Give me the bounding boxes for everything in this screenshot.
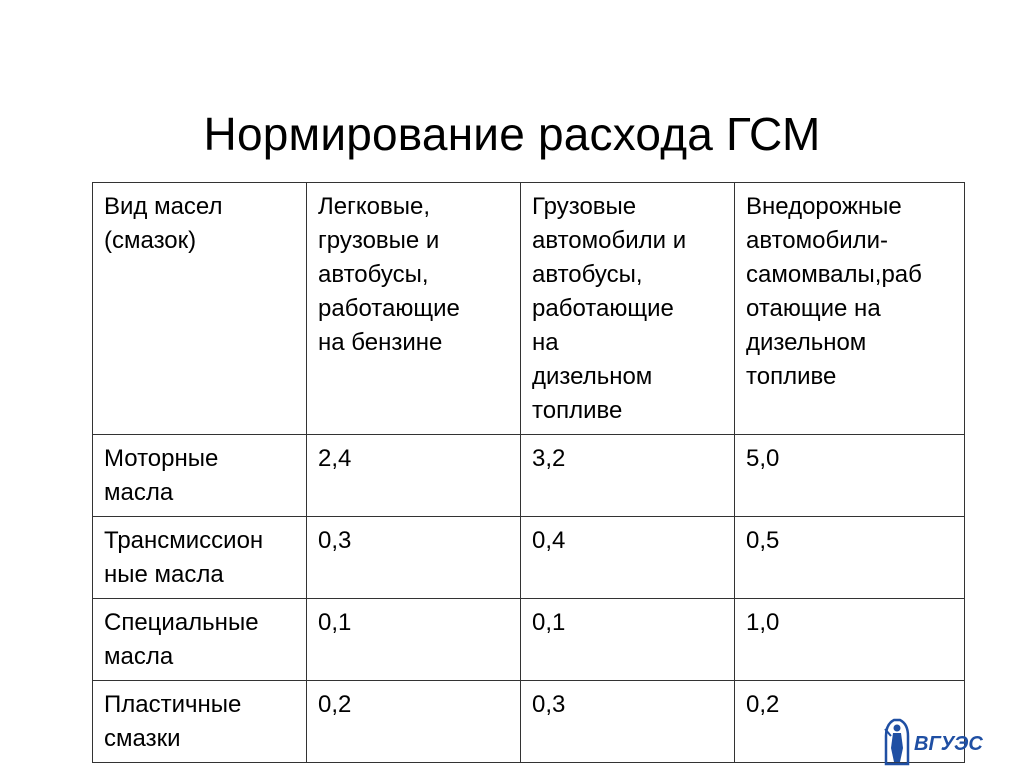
value-cell: 1,0 bbox=[735, 599, 965, 681]
header-cell-offroad bbox=[735, 183, 965, 435]
value-cell: 0,5 bbox=[735, 517, 965, 599]
row-label-cell bbox=[93, 599, 307, 681]
slide-title: Нормирование расхода ГСМ bbox=[203, 108, 821, 160]
header-oil-type-text: Вид масел (смазок) bbox=[104, 193, 223, 254]
value-cell: 5,0 bbox=[735, 435, 965, 517]
university-logo bbox=[878, 714, 1000, 766]
row-label: Моторные масла bbox=[104, 445, 219, 506]
row-label: Трансмиссион ные масла bbox=[104, 527, 264, 588]
header-cell-petrol bbox=[307, 183, 521, 435]
header-cell-oil-type bbox=[93, 183, 307, 435]
value-cell: 0,3 bbox=[521, 681, 735, 763]
value-cell: 2,4 bbox=[307, 435, 521, 517]
value-cell: 0,1 bbox=[521, 599, 735, 681]
table-row bbox=[93, 435, 965, 517]
table-header-row bbox=[93, 183, 965, 435]
table-row bbox=[93, 517, 965, 599]
row-label: Специальные масла bbox=[104, 609, 259, 670]
value-cell: 0,2 bbox=[735, 681, 965, 763]
value-cell: 0,2 bbox=[307, 681, 521, 763]
header-diesel-trucks-text: Грузовые автомобили и автобусы, работающие на дизельном топливе bbox=[532, 193, 687, 424]
header-petrol-text: Легковые, грузовые и автобусы, работающие на бензине bbox=[318, 193, 460, 356]
value-cell: 0,4 bbox=[521, 517, 735, 599]
value-cell: 3,2 bbox=[521, 435, 735, 517]
header-offroad-text: Внедорожные автомобили- самомвалы,раб отающие на дизельном топливе bbox=[746, 193, 922, 390]
logo-text: ВГУЭС bbox=[914, 733, 983, 755]
oil-norms-table bbox=[92, 182, 965, 763]
row-label-cell bbox=[93, 435, 307, 517]
row-label: Пластичные смазки bbox=[104, 691, 242, 752]
statue-icon bbox=[885, 720, 908, 764]
table-row bbox=[93, 681, 965, 763]
value-cell: 0,3 bbox=[307, 517, 521, 599]
row-label-cell bbox=[93, 517, 307, 599]
value-cell: 0,1 bbox=[307, 599, 521, 681]
row-label-cell bbox=[93, 681, 307, 763]
header-cell-diesel-trucks bbox=[521, 183, 735, 435]
table-row bbox=[93, 599, 965, 681]
